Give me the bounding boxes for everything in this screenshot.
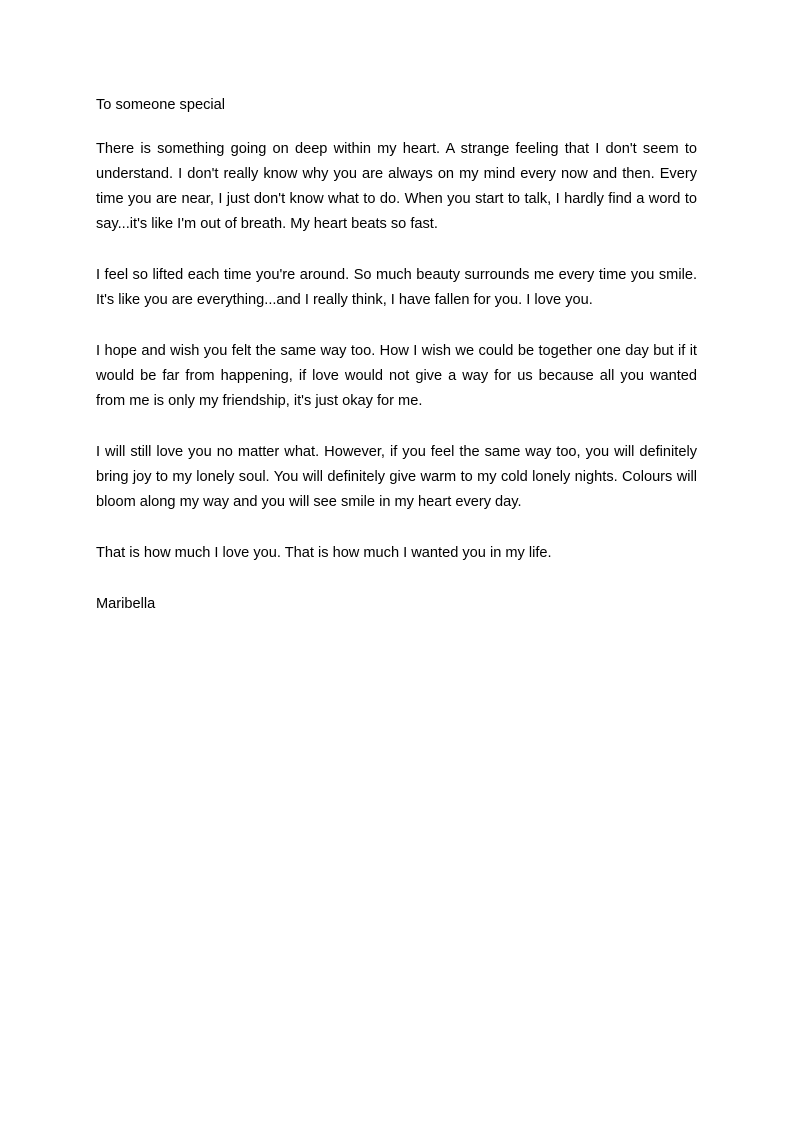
paragraph-4: I will still love you no matter what. However, if you feel the same way too, you will definitely bring joy to my lonely soul. You will definitely give warm to my cold lonely nights. Colours will bloom along my way and you will see smile in my heart every day. — [96, 444, 697, 510]
signature: Maribella — [96, 596, 156, 612]
paragraph-1: There is something going on deep within my heart. A strange feeling that I don't seem to understand. I don't really know why you are always on my mind every now and then. Every time you are near, I just don't know what to do. When you start to talk, I hardly find a word to say...it's like I'm out of breath. My heart beats so fast. — [96, 141, 697, 232]
salutation: To someone special — [96, 97, 225, 113]
paragraph-2: I feel so lifted each time you're around. So much beauty surrounds me every time you smile. It's like you are everything...and I really think, I have fallen for you. I love you. — [96, 267, 697, 308]
letter-body — [96, 93, 697, 617]
paragraph-3: I hope and wish you felt the same way too. How I wish we could be together one day but if it would be far from happening, if love would not give a way for us because all you wanted from me is only my friendship, it's just okay for me. — [96, 343, 697, 409]
paragraph-5: That is how much I love you. That is how much I wanted you in my life. — [96, 545, 552, 561]
